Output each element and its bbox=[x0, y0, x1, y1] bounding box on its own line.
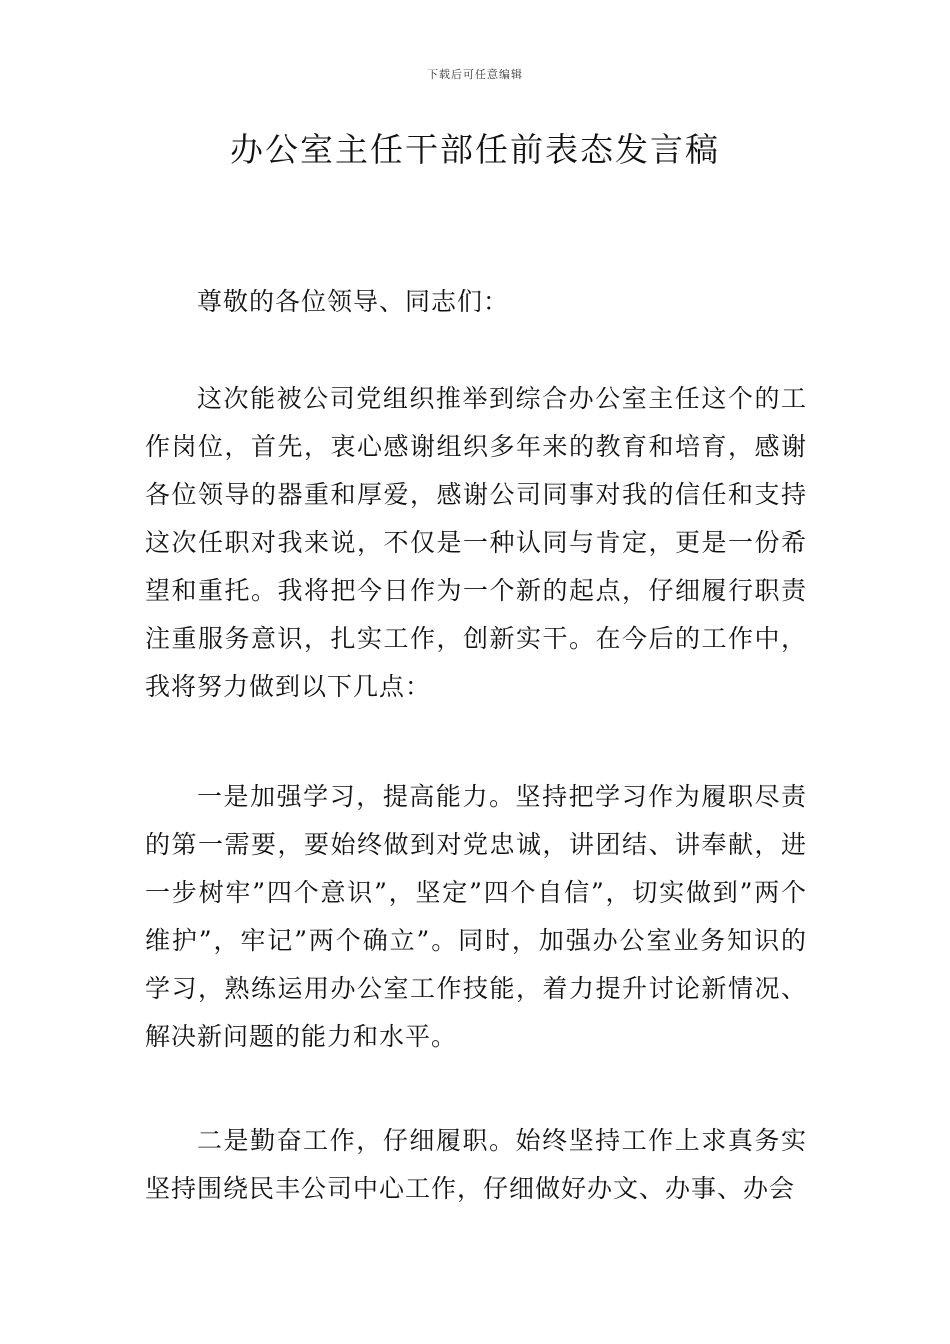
paragraph-point-two: 二是勤奋工作，仔细履职。始终坚持工作上求真务实坚持围绕民丰公司中心工作，仔细做好办文、办事、办会 bbox=[145, 1126, 807, 1203]
document-title: 办公室主任干部任前表态发言稿 bbox=[230, 130, 720, 169]
paragraph-point-one: 一是加强学习，提高能力。坚持把学习作为履职尽责的第一需要，要始终做到对党忠诚，讲团结、讲奉献，进一步树牢”四个意识”，坚定”四个自信”，切实做到”两个维护”，牢记”两个确立”。同时，加强办公室业务知识的学习，熟练运用办公室工作技能，着力提升讨论新情况、解决新问题的能力和水平。 bbox=[145, 782, 807, 1051]
greeting-line: 尊敬的各位领导、同志们： bbox=[197, 287, 510, 316]
page-header-note: 下载后可任意编辑 bbox=[427, 68, 523, 81]
paragraph-introduction: 这次能被公司党组织推举到综合办公室主任这个的工作岗位，首先，衷心感谢组织多年来的教育和培育，感谢各位领导的器重和厚爱，感谢公司同事对我的信任和支持这次任职对我来说，不仅是一种认同与肯定，更是一份希望和重托。我将把今日作为一个新的起点，仔细履行职责注重服务意识，扎实工作，创新实干。在今后的工作中，我将努力做到以下几点： bbox=[145, 384, 807, 701]
